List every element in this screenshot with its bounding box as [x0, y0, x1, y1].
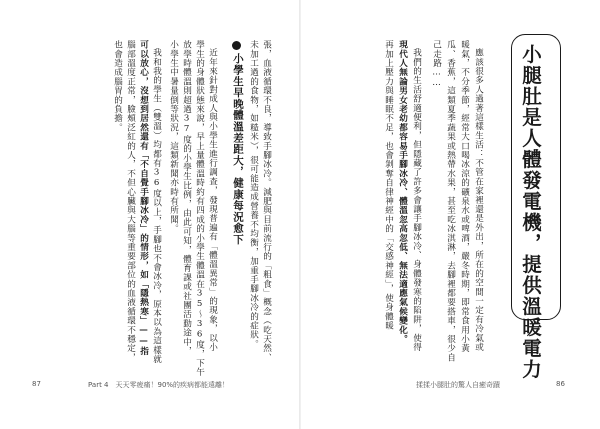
right-page-number: 86 — [556, 380, 565, 388]
left-running-footer: Part 4 天天零疲痛！90%的疾病都能遠離！ — [88, 381, 230, 389]
right-col-1: 應該很多人過著這樣生活：不管在家裡還是外出，所在的空間一定有冷氣或 — [473, 48, 484, 352]
chapter-title: 小腿肚是人體發電機，提供溫暖電力 — [519, 44, 542, 380]
left-col-1: 近年來針對成人與小學生進行調查，發現普遍有「體溫異常」的現象，以小 — [207, 48, 218, 352]
left-page-number: 87 — [32, 380, 41, 388]
right-col-4: 己走路…… — [431, 40, 442, 89]
section-heading: 小學生早晚體溫差距大，健康每況愈下 — [232, 53, 244, 246]
right-running-footer: 揉揉小腿肚的驚人自癒奇蹟 — [416, 381, 500, 389]
left-col-8: 也會造成腦胃的負擔。 — [112, 40, 123, 132]
right-col-6: 現代人無論男女老幼都容易手腳冰冷、體溫忽高忽低、無法適應氣候變化。 — [397, 40, 408, 344]
left-col-5: 我和我的學生（雙溫）均都有36度以上，手腳也不會冰冷，原本以為這樣就 — [151, 48, 162, 364]
left-col-7: 腦部溫度正常，臉頰泛紅的人，不但心臟與大腦等重要部位的血液循環不穩定， — [125, 40, 136, 362]
left-col-4: 小學生中暑量倒等狀況，這類新聞亦時有所聞。 — [168, 40, 179, 234]
heading-bullet-icon — [232, 41, 241, 50]
right-col-7: 再加上壓力與睡眠不足，也會剝奪自律神經中的「交感神經」，使身體暖 — [383, 40, 394, 331]
left-col-3: 放學時體溫則超過37度的小學生比例，由此可知，體育課或社團活動途中， — [181, 40, 192, 356]
right-col-3: 瓜、香蕉，這類夏季蔬果或熱帶水果，甚至吃冰淇淋，去腳裡都要搭車，很少自 — [445, 40, 456, 362]
left-col-top-1: 張，血液循環不良，導致手腳冰冷。減肥與目前流行的「粗食」概念（吃天然、 — [261, 40, 272, 362]
right-col-5: 我們的生活舒適便利，但隱藏了許多會讓手腳冰冷、身體發寒的陷阱，使得 — [411, 48, 422, 352]
left-col-2: 學生的身體狀態來說，早上量體溫時約有四成的小學生體溫在35～36度，下午 — [194, 40, 205, 377]
left-col-top-2: 未加工過的食物，如糙米），很可能造成營養不均衡，加重手腳冰冷的症狀。 — [248, 40, 259, 349]
left-col-6: 可以放心，沒想到居然還有「不自覺手腳冰冷」的情形，如「隱熱寒」——指 — [138, 40, 149, 356]
book-gutter — [299, 0, 301, 429]
right-col-2: 暖氣，不分季節，經常大口喝冰涼的礦泉水或啤酒，嚴冬時期，即常食用小黃 — [459, 40, 470, 353]
